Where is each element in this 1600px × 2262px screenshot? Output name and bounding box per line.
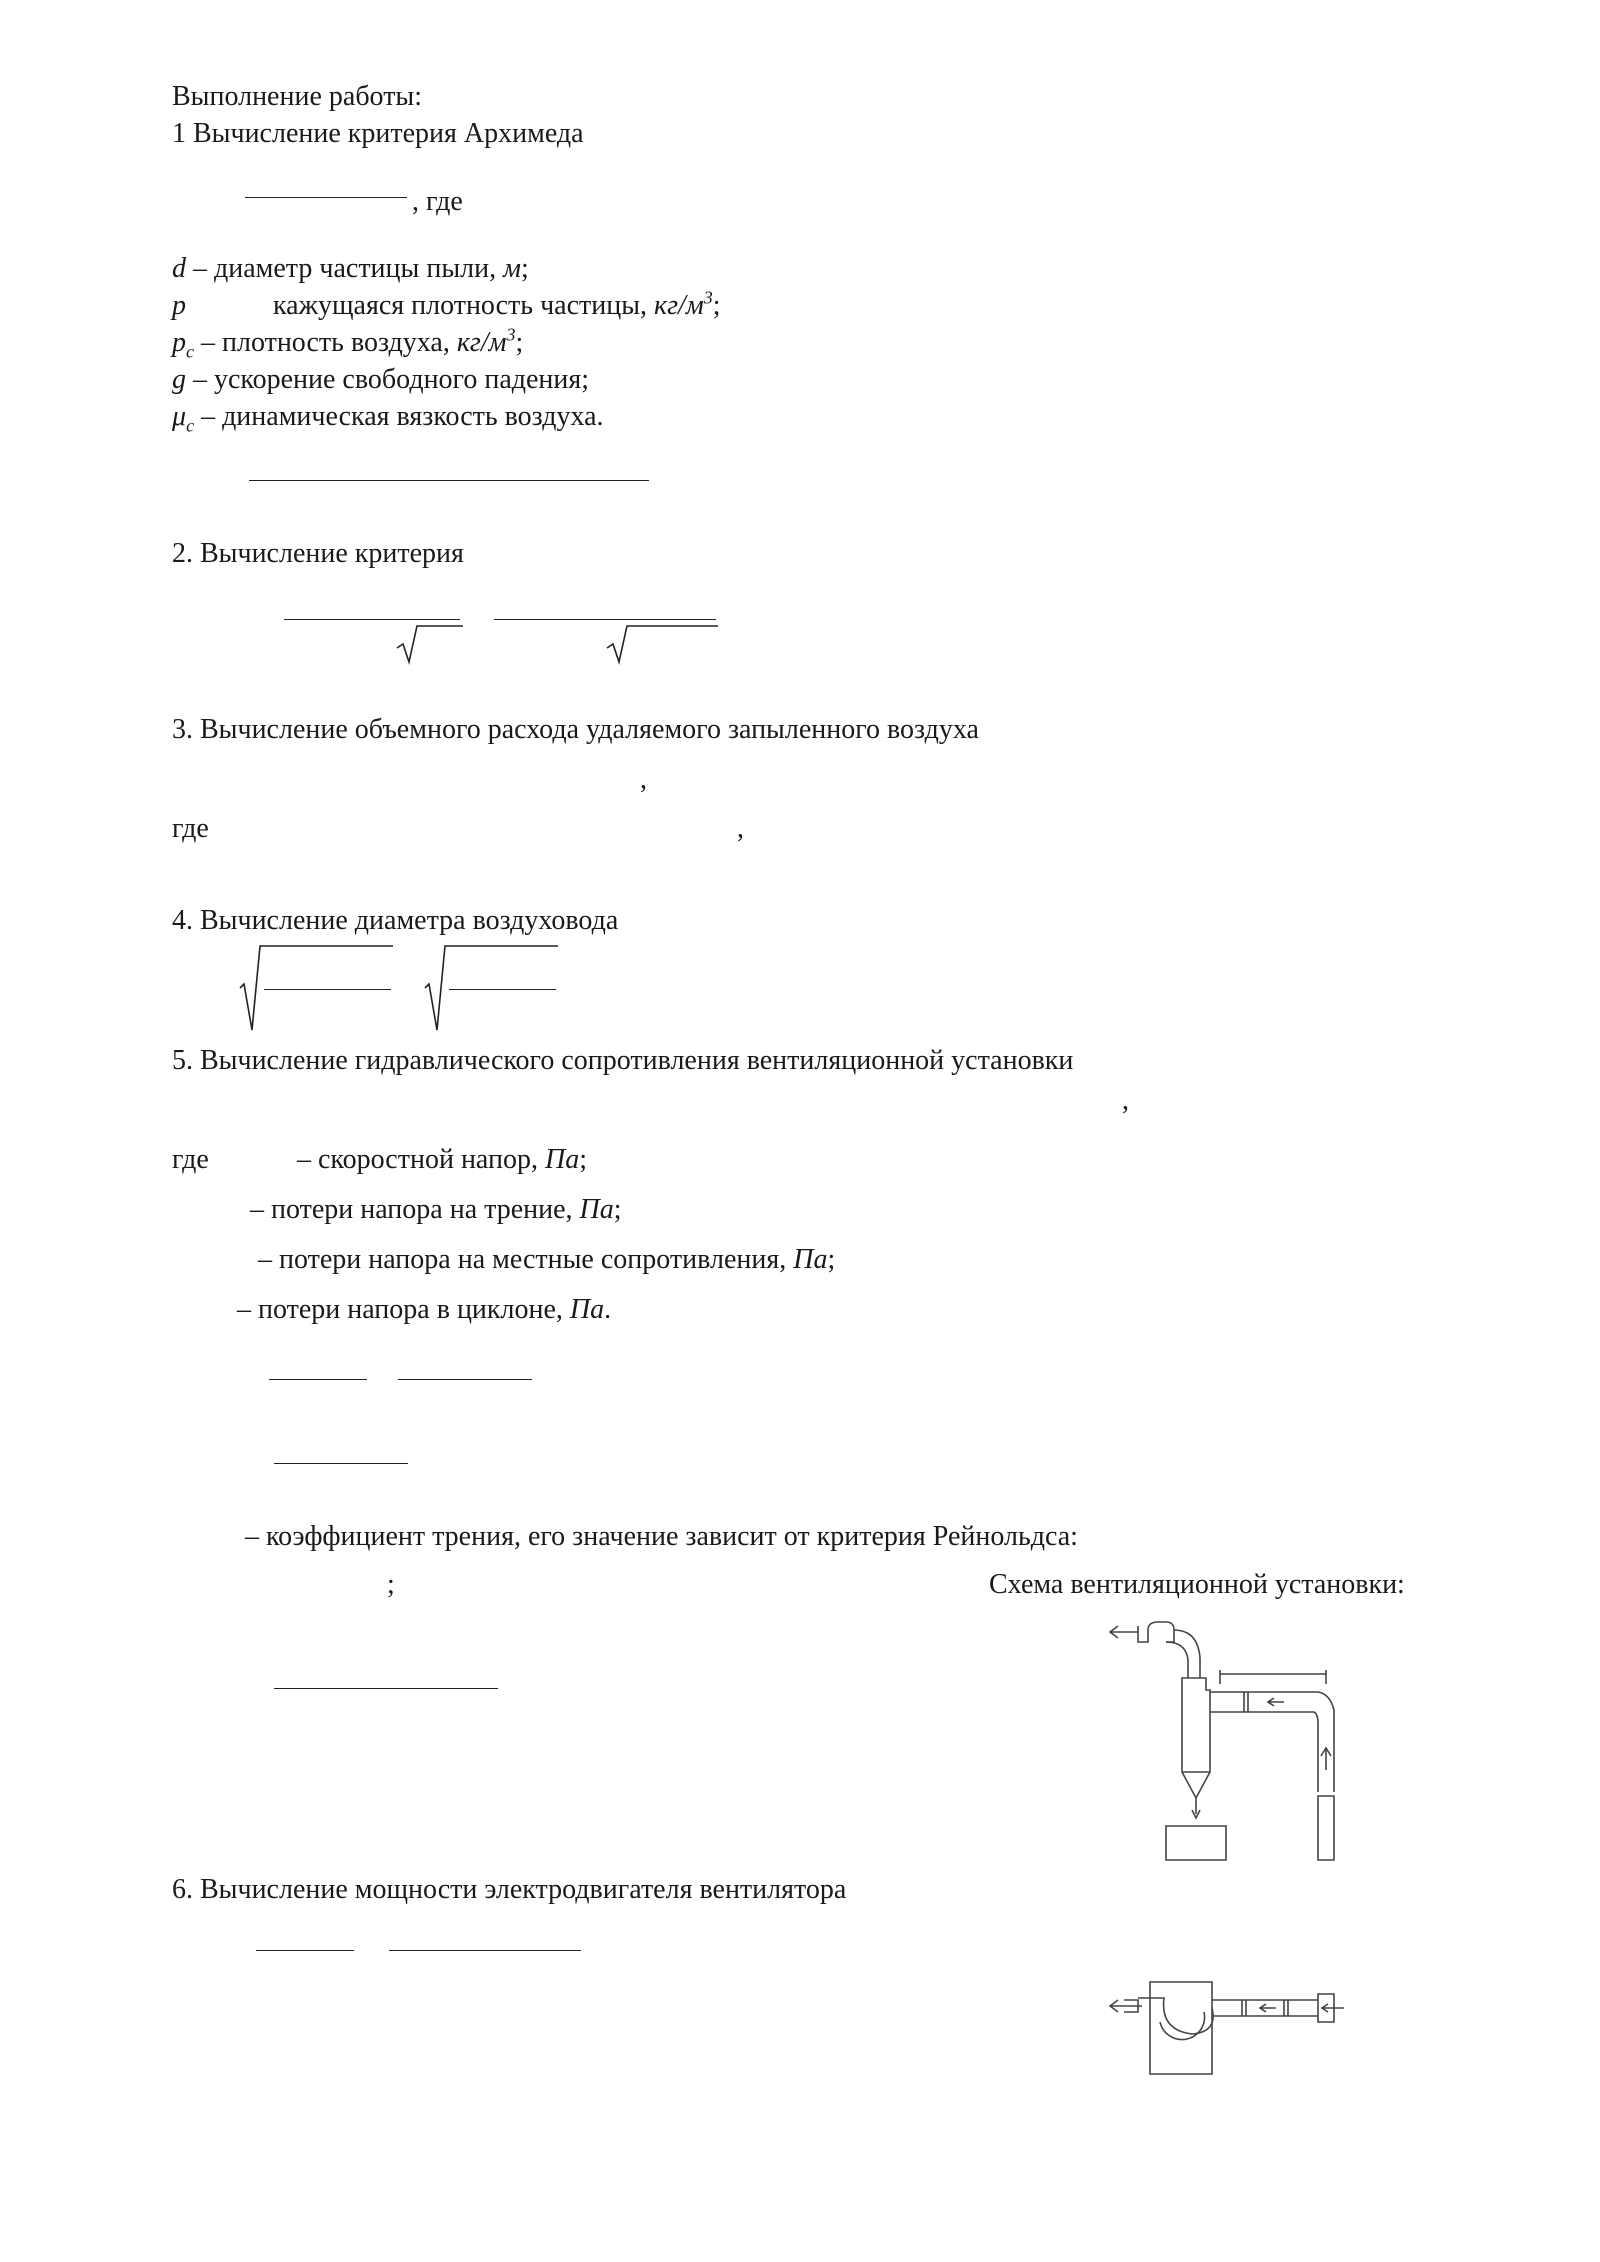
section-4-title: 4. Вычисление диаметра воздуховода xyxy=(172,905,619,936)
loss-item-text: – скоростной напор, xyxy=(297,1144,545,1175)
loss-item xyxy=(297,1143,587,1177)
variable-description: – плотность воздуха, xyxy=(194,327,457,358)
loss-item-tail: ; xyxy=(827,1244,836,1275)
ventilation-scheme-diagram xyxy=(1108,1620,1353,1870)
fraction-bar xyxy=(284,619,460,620)
variable-p xyxy=(172,289,186,323)
loss-item-tail: ; xyxy=(613,1194,622,1225)
loss-item-text: – потери напора в циклоне, xyxy=(237,1294,570,1325)
variable-subscript: c xyxy=(186,415,195,436)
variable-g xyxy=(172,363,589,397)
dimension-line xyxy=(1220,1670,1326,1684)
variable-description: – диаметр частицы пыли, xyxy=(186,253,504,284)
variable-mu xyxy=(172,400,604,434)
where-label: где xyxy=(172,1144,209,1175)
variable-description: кажущаяся плотность частицы, xyxy=(273,290,655,321)
fraction-bar xyxy=(249,480,649,481)
loss-item-unit: Па xyxy=(569,1294,605,1325)
fraction-bar xyxy=(494,619,716,620)
variable-superscript: 3 xyxy=(506,324,516,345)
loss-item-unit: Па xyxy=(579,1194,614,1225)
fraction-bar xyxy=(389,1950,581,1951)
suction-hood xyxy=(1318,1796,1334,1860)
cyclone-cone xyxy=(1182,1772,1210,1814)
variable-description: – динамическая вязкость воздуха. xyxy=(194,401,604,432)
flow-arrow xyxy=(1268,1698,1284,1706)
cyclone-body xyxy=(1182,1678,1210,1772)
section-heading: Выполнение работы: xyxy=(172,81,423,112)
variable-tail: ; xyxy=(515,327,524,358)
duct-flange xyxy=(1244,1692,1248,1712)
variable-d xyxy=(172,252,529,286)
friction-coefficient-text: – коэффициент трения, его значение зависит от критерия Рейнольдса: xyxy=(245,1521,1078,1552)
loss-item xyxy=(237,1293,611,1327)
comma: , xyxy=(640,764,647,795)
loss-item-text: – потери напора на трение, xyxy=(250,1194,580,1225)
comma: , xyxy=(737,813,744,844)
fraction-bar xyxy=(269,1379,367,1380)
fraction-bar xyxy=(274,1688,498,1689)
variable-unit: кг/м xyxy=(654,290,704,321)
fraction-bar xyxy=(274,1463,408,1464)
variable-symbol: g xyxy=(172,364,186,395)
loss-item-unit: Па xyxy=(793,1244,828,1275)
loss-item-text: – потери напора на местные сопротивления, xyxy=(258,1244,794,1275)
variable-symbol: p xyxy=(172,327,186,358)
fan-casing xyxy=(1150,1982,1212,2074)
loss-item-tail: ; xyxy=(579,1144,587,1175)
fraction-bar xyxy=(449,989,556,990)
loss-item-unit: Па xyxy=(544,1144,580,1175)
variable-tail: ; xyxy=(712,290,721,321)
variable-symbol: μ xyxy=(172,401,187,432)
variable-symbol: p xyxy=(172,290,186,321)
exhaust-arrow xyxy=(1110,1626,1138,1638)
inflow-arrow xyxy=(1322,2004,1344,2012)
where-label: , где xyxy=(412,186,463,217)
loss-item xyxy=(250,1193,622,1227)
section-3-title: 3. Вычисление объемного расхода удаляемого запыленного воздуха xyxy=(172,714,979,745)
square-root-sign xyxy=(395,622,465,668)
inflow-arrow xyxy=(1321,1748,1331,1770)
flow-arrow xyxy=(1260,2004,1276,2012)
variable-description: – ускорение свободного падения; xyxy=(186,364,590,395)
fan-impeller xyxy=(1160,2012,1205,2040)
variable-pc xyxy=(172,326,523,360)
variable-unit: м xyxy=(503,253,521,284)
section-1-title: 1 Вычисление критерия Архимеда xyxy=(172,118,584,149)
variable-p-description xyxy=(273,289,720,323)
horizontal-duct xyxy=(1210,1692,1334,1792)
fan-diagram xyxy=(1108,1978,1348,2088)
section-6-title: 6. Вычисление мощности электродвигателя вентилятора xyxy=(172,1874,847,1905)
scheme-title: Схема вентиляционной установки: xyxy=(989,1569,1405,1600)
variable-unit: кг/м xyxy=(456,327,507,358)
semicolon: ; xyxy=(387,1569,395,1600)
section-5-title: 5. Вычисление гидравлического сопротивления вентиляционной установки xyxy=(172,1045,1074,1076)
variable-tail: ; xyxy=(520,253,529,284)
comma: , xyxy=(1122,1085,1129,1116)
variable-superscript: 3 xyxy=(703,287,713,308)
square-root-sign xyxy=(605,622,720,668)
exhaust-arrow xyxy=(1110,2000,1142,2012)
loss-item xyxy=(258,1243,835,1277)
variable-subscript: c xyxy=(186,341,194,362)
variable-symbol: d xyxy=(172,253,186,284)
cyclone-outlet-duct xyxy=(1166,1630,1200,1678)
dust-bin xyxy=(1166,1826,1226,1860)
fraction-bar xyxy=(256,1950,354,1951)
loss-item-tail: . xyxy=(604,1294,612,1325)
fraction-bar xyxy=(398,1379,532,1380)
square-root-sign xyxy=(423,940,563,1035)
square-root-sign xyxy=(238,940,398,1035)
fraction-bar xyxy=(245,197,407,198)
section-2-title: 2. Вычисление критерия xyxy=(172,538,464,569)
fraction-bar xyxy=(264,989,391,990)
fan-housing xyxy=(1138,1622,1174,1642)
where-label: где xyxy=(172,813,209,844)
